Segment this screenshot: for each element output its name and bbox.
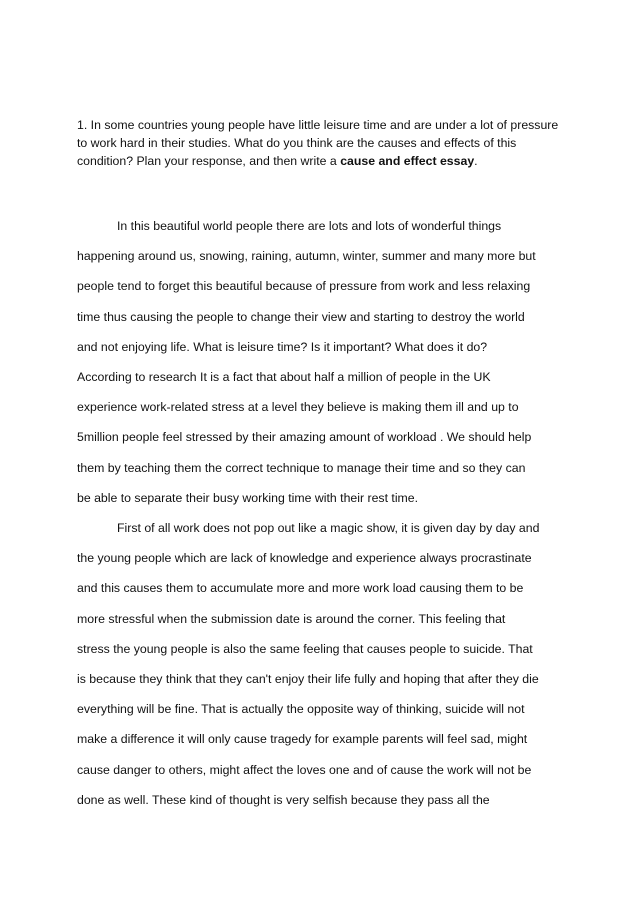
paragraph-line: time thus causing the people to change their view and starting to destroy the world [77,309,525,324]
paragraph-line: 5million people feel stressed by their amazing amount of workload . We should help [77,430,532,445]
paragraph-line: be able to separate their busy working time with their rest time. [77,490,419,505]
paragraph-line: the young people which are lack of knowledge and experience always procrastinate [77,551,532,566]
paragraph-line: experience work-related stress at a level they believe is making them ill and up to [77,400,519,415]
paragraph-line: people tend to forget this beautiful because of pressure from work and less relaxing [77,279,531,294]
prompt-end: . [474,154,478,168]
paragraph-line: and not enjoying life. What is leisure time? Is it important? What does it do? [77,339,488,354]
prompt-bold-phrase: cause and effect essay [340,154,475,168]
prompt-text: 1. In some countries young people have little leisure time and are under a lot of pressure to work hard in their studies. What do you think are the causes and effects of this condition? Plan your response, and then write a [77,118,559,168]
paragraph-line: stress the young people is also the same feeling that causes people to suicide. That [77,641,533,656]
essay-prompt [77,116,567,170]
essay-paragraph-1 [77,211,577,513]
essay-paragraph-2 [77,513,577,815]
paragraph-line: done as well. These kind of thought is very selfish because they pass all the [77,792,490,807]
paragraph-line: more stressful when the submission date is around the corner. This feeling that [77,611,506,626]
paragraph-line: everything will be fine. That is actually the opposite way of thinking, suicide will not [77,702,525,717]
paragraph-line: and this causes them to accumulate more and more work load causing them to be [77,581,524,596]
paragraph-line: According to research It is a fact that about half a million of people in the UK [77,369,491,384]
paragraph-line: them by teaching them the correct technique to manage their time and so they can [77,460,526,475]
paragraph-line: is because they think that they can't enjoy their life fully and hoping that after they die [77,671,539,686]
paragraph-line: cause danger to others, might affect the loves one and of cause the work will not be [77,762,532,777]
paragraph-line: happening around us, snowing, raining, autumn, winter, summer and many more but [77,249,536,264]
paragraph-line: make a difference it will only cause tragedy for example parents will feel sad, might [77,732,528,747]
paragraph-line: First of all work does not pop out like a magic show, it is given day by day and [117,521,540,535]
paragraph-line: In this beautiful world people there are lots and lots of wonderful things [117,219,502,233]
